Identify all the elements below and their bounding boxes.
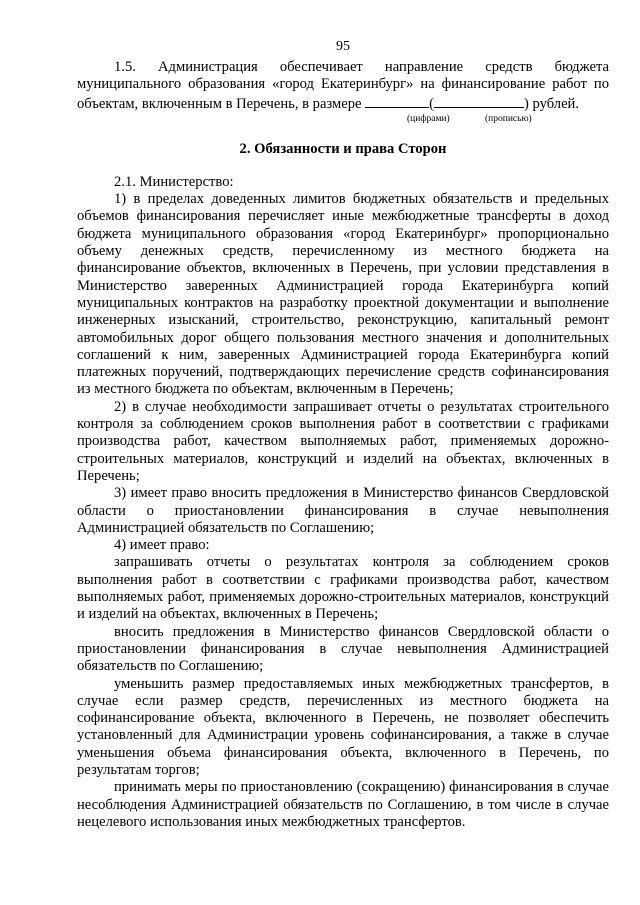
paragraph-right-request-reports: запрашивать отчеты о результатах контроля за соблюдением сроков выполнения работ в соответствии с графиками производства работ, качеством выполняемых работ, применяемых дорожно-строительных материалов, конструкций и изделий на объектах, включенных в Перечень; bbox=[77, 554, 609, 623]
blank-hints bbox=[77, 113, 609, 127]
paragraph-item-1: 1) в пределах доведенных лимитов бюджетных обязательств и предельных объемов финансирования перечисляет иные межбюджетные трансферты в доход бюджета муниципального образования «город Екатеринбург» пропорционально объему денежных средств, перечисленному из местного бюджета на финансирование объектов, включенных в Перечень, при условии представления в Министерство заверенных Администрацией города Екатеринбурга копий муниципальных контрактов на разработку проектной документации и выполнение инженерных изысканий, строительство, реконструкцию, капитальный ремонт автомобильных дорог общего пользования местного значения и дополнительных соглашений к ним, заверенных Администрацией города Екатеринбурга копий платежных поручений, подтверждающих перечисление средств софинансирования из местного бюджета по объектам, включенным в Перечень; bbox=[77, 191, 609, 398]
hint-words: (прописью) bbox=[485, 113, 532, 124]
paragraph-item-2: 2) в случае необходимости запрашивает отчеты о результатах строительного контроля за соблюдением сроков выполнения работ в соответствии с графиками производства работ, качеством выполняемых работ, применяемых дорожно-строительных материалов, конструкций и изделий на объектах, включенных в Перечень; bbox=[77, 398, 609, 484]
paragraph-right-reduce-transfers: уменьшить размер предоставляемых иных межбюджетных трансфертов, в случае если размер средств, перечисленных из местного бюджета на софинансирование объекта, включенного в Перечень, не позволяет обеспечить установленный для Администрации уровень софинансирования, а также в случае уменьшения объема финансирования объекта, включенного в Перечень, по результатам торгов; bbox=[77, 675, 609, 778]
paragraph-right-suspend-financing: принимать меры по приостановлению (сокращению) финансирования в случае несоблюдения Администрацией обязательств по Соглашению, в том числе в случае нецелевого использования иных межбюджетных трансфертов. bbox=[77, 779, 609, 830]
hint-digits: (цифрами) bbox=[407, 113, 450, 124]
section-title: 2. Обязанности и права Сторон bbox=[239, 140, 447, 157]
paragraph-item-4: 4) имеет право: bbox=[114, 537, 210, 554]
clause-1-5 bbox=[77, 59, 609, 113]
paragraph-right-proposals: вносить предложения в Министерство финансов Свердловской области о приостановлении финансирования в случае невыполнения Администрацией обязательств по Соглашению; bbox=[77, 623, 609, 675]
paragraph-2-1: 2.1. Министерство: bbox=[114, 173, 234, 190]
clause-1-5-paren-open: ( bbox=[429, 95, 435, 112]
clause-1-5-text: 1.5. Администрация обеспечивает направление средств бюджета муниципального образования «город Екатеринбург» на финансирование работ по объектам, включенным в Перечень, в размере bbox=[77, 59, 609, 112]
clause-1-5-ending: ) рублей. bbox=[524, 95, 580, 112]
paragraph-item-3: 3) имеет право вносить предложения в Министерство финансов Свердловской области о приостановлении финансирования в случае невыполнения Администрацией обязательств по Соглашению; bbox=[77, 485, 609, 536]
page-number: 95 bbox=[336, 39, 350, 54]
amount-digits-blank bbox=[365, 94, 429, 108]
amount-words-blank bbox=[434, 94, 524, 108]
